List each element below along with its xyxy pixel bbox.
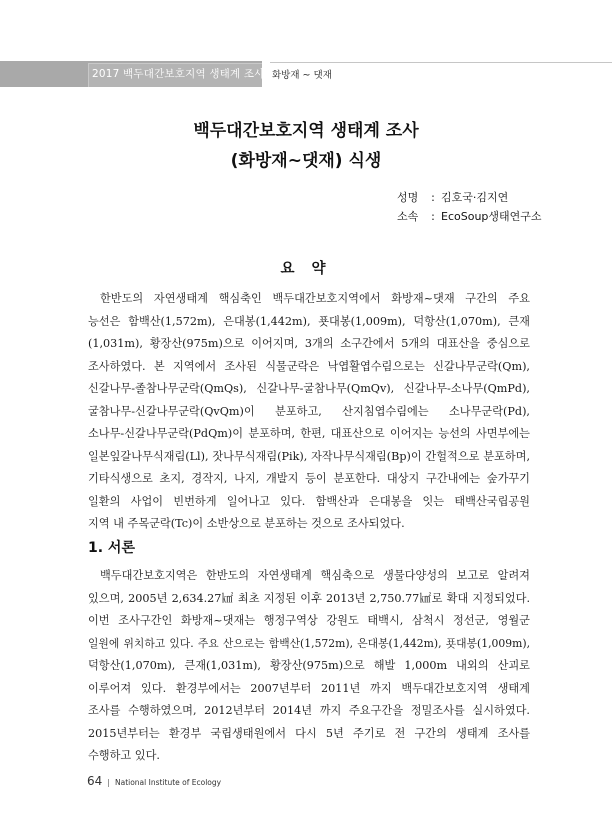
abstract-line: 굴참나무-신갈나무군락(QvQm)이 분포하고, 산지침엽수림에는 소나무군락(Pd),	[88, 404, 530, 418]
abstract-line: 기타식생으로 초지, 경작지, 나지, 개발지 등이 분포한다. 대상지 구간내에는 숲가꾸기	[88, 472, 530, 485]
introduction-line: 수행하고 있다.	[88, 749, 160, 762]
abstract-line: 한반도의 자연생태계 핵심축인 백두대간보호지역에서 화방재~댓재 구간의 주요	[100, 292, 530, 305]
author-affiliation-row	[397, 208, 542, 224]
abstract-line: 조사하였다. 본 지역에서 조사된 식물군락은 낙엽활엽수림으로는 신갈나무군락(Qm),	[88, 359, 530, 373]
introduction-line: 조사를 수행하였으며, 2012년부터 2014년 까지 주요구간을 정밀조사를 실시하였다.	[88, 704, 530, 717]
document-title-line-2: (화방재~댓재) 식생	[230, 151, 382, 171]
running-header-report-title: 2017 백두대간보호지역 생태계 조사	[92, 68, 265, 80]
abstract-line: 일환의 사업이 빈번하게 일어나고 있다. 함백산과 은대봉을 잇는 태백산국립공원	[88, 494, 530, 508]
footer-organization: National Institute of Ecology	[114, 778, 222, 787]
author-affiliation-label: 소속	[397, 210, 419, 223]
abstract-line: 신갈나무-졸참나무군락(QmQs), 신갈나무-굴참나무(QmQv), 신갈나무-소나무(QmPd),	[88, 382, 530, 395]
author-name-row	[397, 189, 508, 205]
introduction-line: 덕항산(1,070m), 큰재(1,031m), 황장산(975m)으로 해발 1,000m 내외의 산괴로	[88, 659, 530, 672]
abstract-line: 소나무-신갈나무군락(PdQm)이 분포하며, 한편, 대표산으로 이어지는 능선의 사면부에는	[88, 427, 530, 440]
author-affiliation-value: EcoSoup생태연구소	[441, 210, 542, 223]
abstract-line: 일본잎갈나무식재림(Ll), 잣나무식재림(Pik), 자작나무식재림(Bp)이 간헐적으로 분포하며,	[88, 449, 530, 463]
page-footer	[87, 770, 221, 789]
abstract-body	[88, 288, 530, 536]
introduction-body	[88, 565, 530, 768]
document-title-line-1: 백두대간보호지역 생태계 조사	[193, 121, 419, 141]
colon: :	[431, 210, 435, 223]
running-header-section: 화방재 ~ 댓재	[272, 70, 332, 81]
author-name-value: 김호국·김지연	[441, 191, 509, 204]
introduction-line: 일원에 위치하고 있다. 주요 산으로는 함백산(1,572m), 은대봉(1,442m), 푯대봉(1,009m),	[88, 636, 530, 650]
footer-separator: |	[107, 778, 110, 787]
abstract-line: 능선은 함백산(1,572m), 은대봉(1,442m), 푯대봉(1,009m), 덕항산(1,070m), 큰재	[88, 314, 530, 328]
abstract-heading: 요 약	[280, 261, 332, 277]
introduction-line: 2015년부터는 환경부 국립생태원에서 다시 5년 주기로 전 구간의 생태계 조사를	[88, 726, 530, 740]
running-header-rule	[270, 62, 612, 63]
section-heading-introduction: 1. 서론	[88, 540, 135, 556]
introduction-line: 이번 조사구간인 화방재~댓재는 행정구역상 강원도 태백시, 삼척시 정선군, 영월군	[88, 614, 530, 627]
introduction-line: 백두대간보호지역은 한반도의 자연생태계 핵심축으로 생물다양성의 보고로 알려져	[100, 569, 530, 582]
introduction-line: 이루어져 있다. 환경부에서는 2007년부터 2011년 까지 백두대간보호지역 생태계	[88, 681, 530, 695]
author-name-label: 성명	[397, 191, 419, 204]
abstract-line: 지역 내 주목군락(Tc)이 소반상으로 분포하는 것으로 조사되었다.	[88, 517, 405, 530]
colon: :	[431, 191, 435, 204]
abstract-line: (1,031m), 황장산(975m)으로 이어지며, 3개의 소구간에서 5개의 대표산을 중심으로	[88, 337, 530, 350]
page-number: 64	[87, 774, 103, 788]
introduction-line: 있으며, 2005년 2,634.27㎢ 최초 지정된 이후 2013년 2,750.77㎢로 확대 지정되었다.	[88, 591, 530, 605]
